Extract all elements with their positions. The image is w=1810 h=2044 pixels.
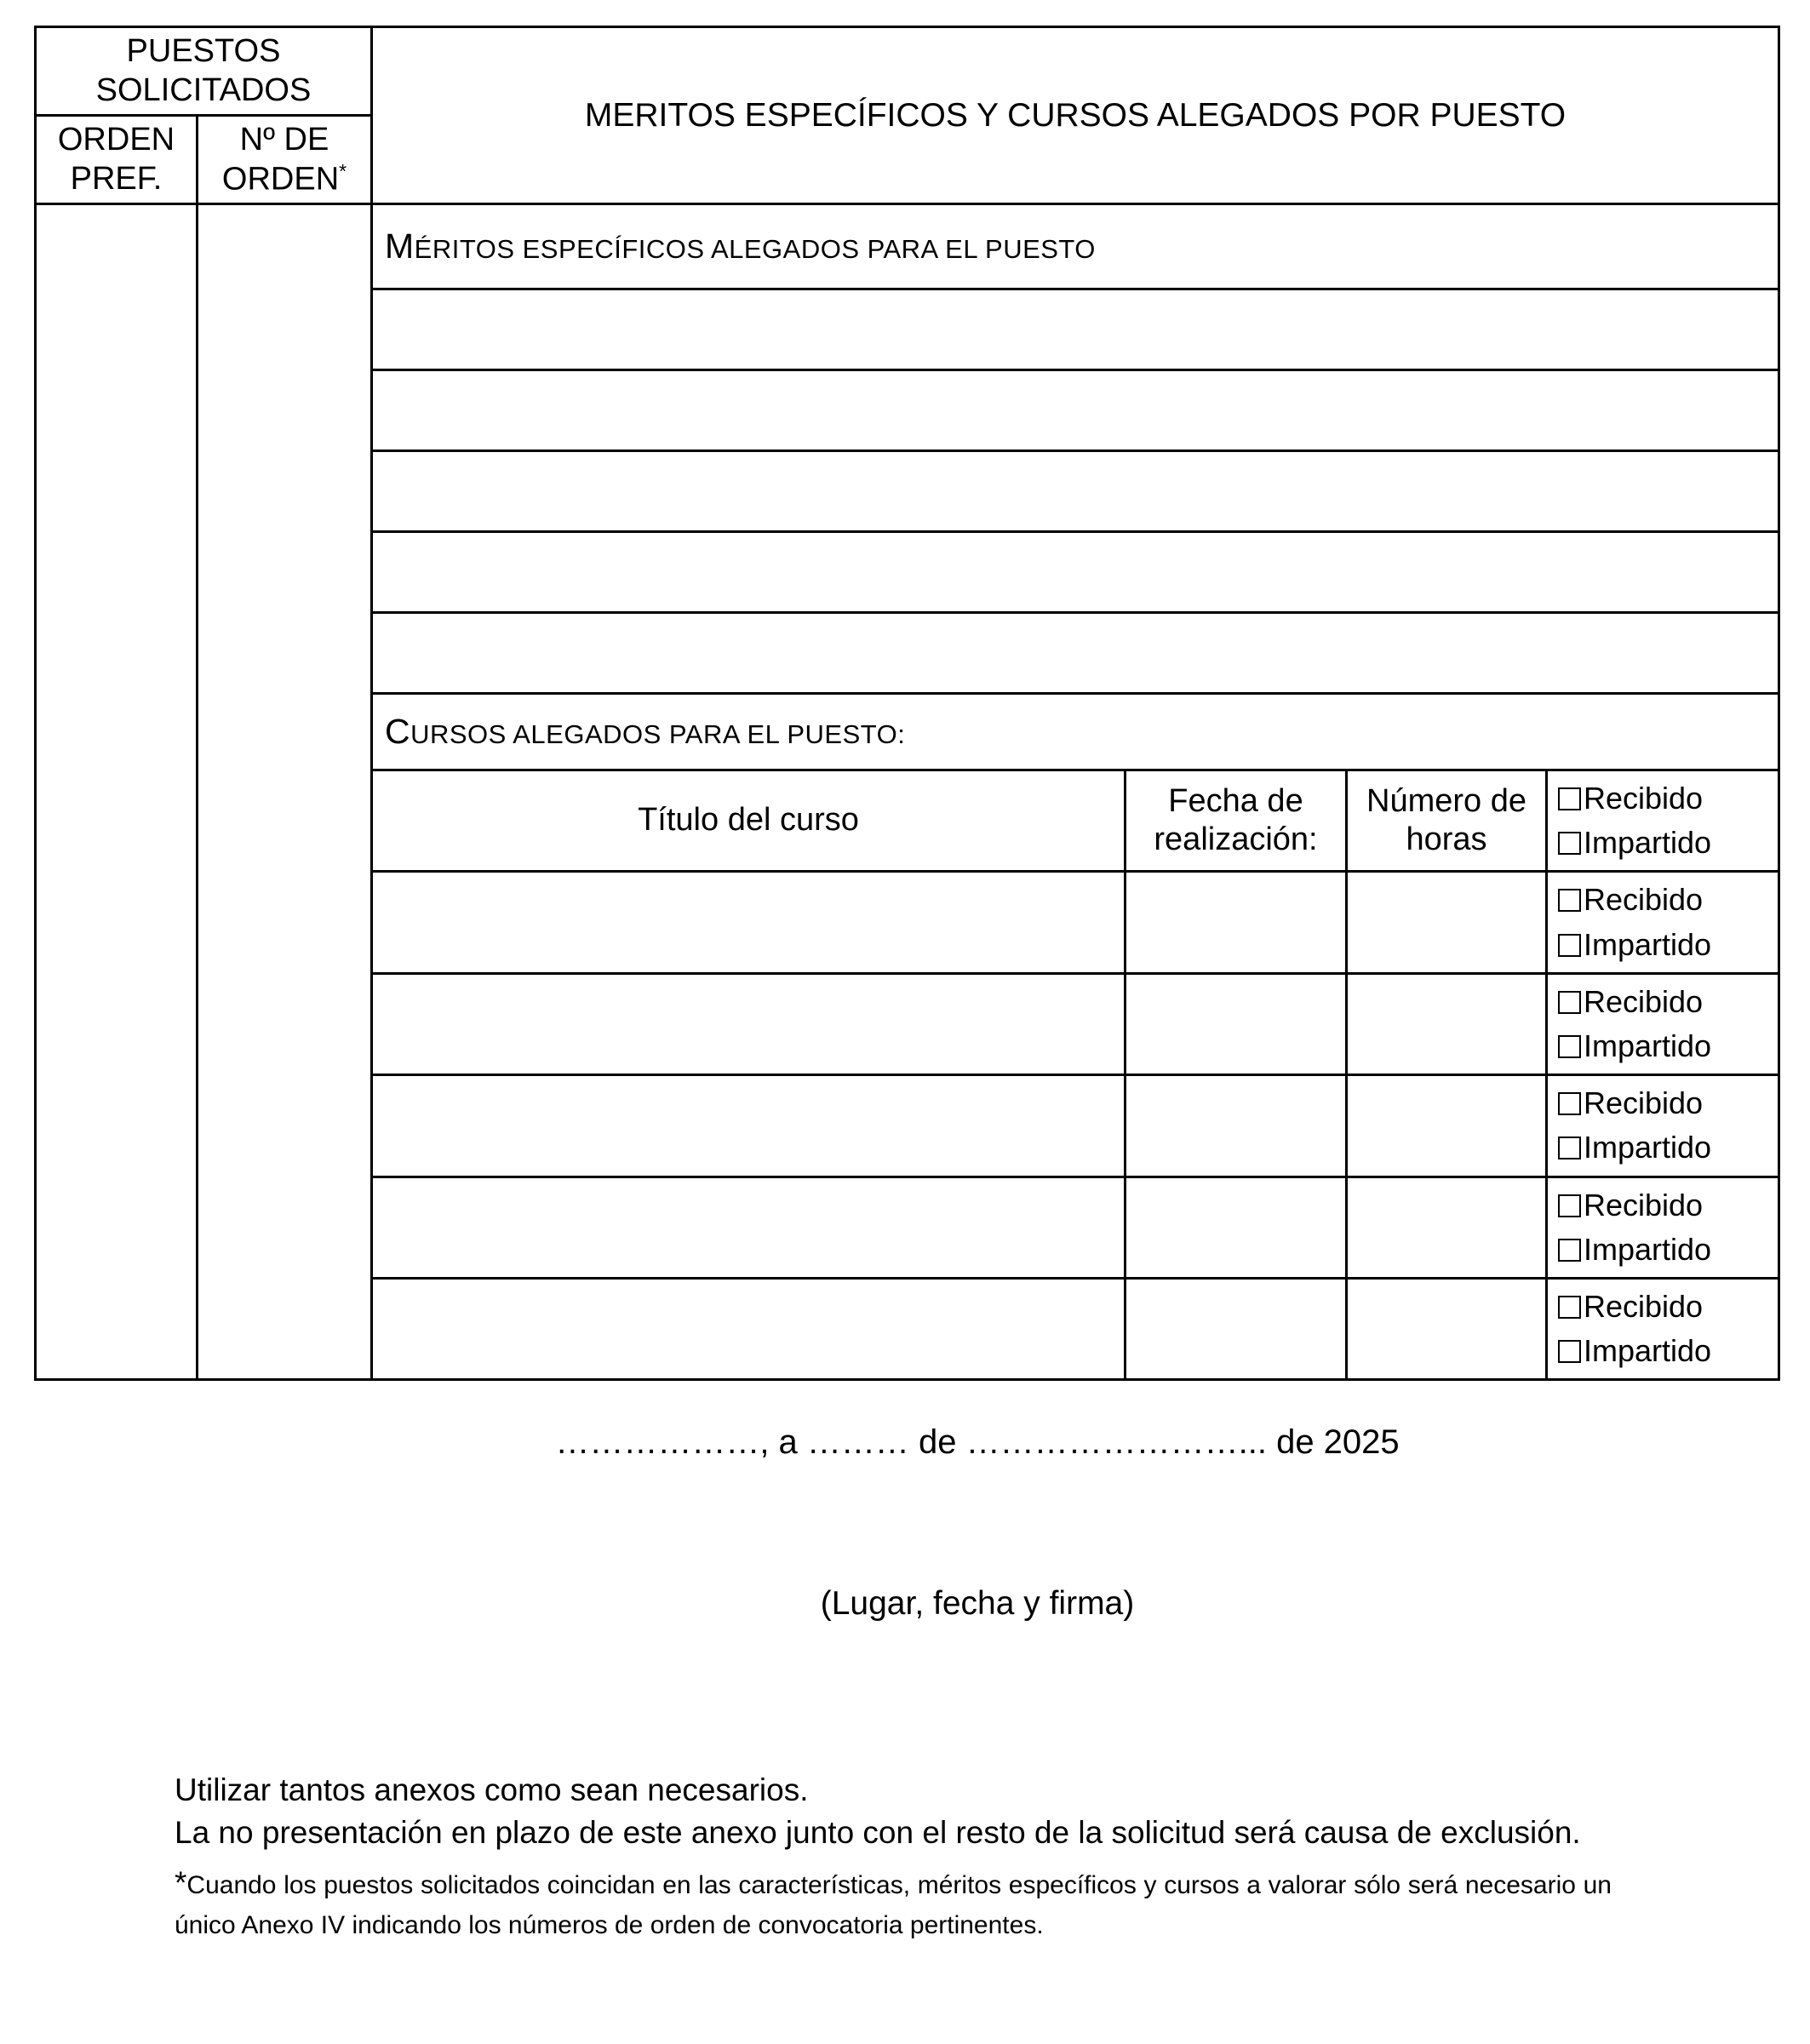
merit-input[interactable] xyxy=(372,532,1779,613)
impartido-option xyxy=(1558,1228,1774,1272)
course-title-input[interactable] xyxy=(372,1177,1126,1278)
impartido-label: Impartido xyxy=(1584,926,1712,962)
col-titulo-header xyxy=(372,770,1126,872)
note-asterisk-explanation xyxy=(175,1859,1612,1945)
recibido-checkbox[interactable] xyxy=(1558,1092,1581,1115)
impartido-checkbox[interactable] xyxy=(1558,1340,1581,1363)
impartido-option xyxy=(1558,1329,1774,1373)
course-type-cell xyxy=(1547,973,1779,1074)
cursos-section-heading xyxy=(372,694,1779,770)
recibido-checkbox[interactable] xyxy=(1558,889,1581,912)
impartido-checkbox[interactable] xyxy=(1558,832,1581,855)
footer-notes xyxy=(175,1769,1612,1944)
course-hours-input[interactable] xyxy=(1347,1278,1547,1379)
col-horas-header xyxy=(1347,770,1547,872)
course-type-cell xyxy=(1547,1278,1779,1379)
course-hours-input[interactable] xyxy=(1347,872,1547,973)
course-title-input[interactable] xyxy=(372,1075,1126,1177)
course-date-input[interactable] xyxy=(1126,1177,1347,1278)
course-type-cell xyxy=(1547,1075,1779,1177)
impartido-checkbox[interactable] xyxy=(1558,934,1581,957)
impartido-checkbox[interactable] xyxy=(1558,1137,1581,1159)
course-title-input[interactable] xyxy=(372,872,1126,973)
meritos-heading-row xyxy=(36,204,1779,289)
course-date-input[interactable] xyxy=(1126,872,1347,973)
col-horas-text: Número de horas xyxy=(1366,782,1526,858)
num-orden-line2: ORDEN xyxy=(221,161,340,198)
impartido-label: Impartido xyxy=(1584,825,1712,861)
course-hours-input[interactable] xyxy=(1347,1075,1547,1177)
recibido-label: Recibido xyxy=(1584,882,1704,918)
course-title-input[interactable] xyxy=(372,973,1126,1074)
recibido-label: Recibido xyxy=(1584,781,1704,816)
meritos-section-heading xyxy=(372,204,1779,289)
recibido-label: Recibido xyxy=(1584,1288,1704,1324)
num-orden-line1: Nº DE xyxy=(239,121,329,157)
recibido-checkbox[interactable] xyxy=(1558,991,1581,1014)
meritos-title-header xyxy=(372,27,1779,204)
merit-input[interactable] xyxy=(372,451,1779,532)
puestos-line2: SOLICITADOS xyxy=(95,72,312,109)
impartido-option xyxy=(1558,1024,1774,1068)
impartido-option xyxy=(1558,821,1774,865)
impartido-option xyxy=(1558,923,1774,967)
puestos-solicitados-header xyxy=(36,27,372,116)
note-asterisk-text: Cuando los puestos solicitados coincidan en las características, méritos específicos y cursos a valorar sólo será necesario un único Anexo IV indicando los números de orden de convocatoria pertinentes. xyxy=(175,1870,1612,1940)
recibido-checkbox[interactable] xyxy=(1558,787,1581,810)
impartido-label: Impartido xyxy=(1584,1231,1712,1267)
recibido-option xyxy=(1558,1285,1774,1329)
signature-caption: (Lugar, fecha y firma) xyxy=(820,1585,1135,1622)
recibido-label: Recibido xyxy=(1584,1187,1704,1222)
recibido-checkbox[interactable] xyxy=(1558,1296,1581,1319)
recibido-option xyxy=(1558,1081,1774,1125)
recibido-option xyxy=(1558,1183,1774,1228)
orden-pref-line2: PREF. xyxy=(70,161,163,198)
date-line: ………………, a ……… de ……………………... de 2025 xyxy=(555,1423,1400,1461)
course-title-input[interactable] xyxy=(372,1278,1126,1379)
impartido-label: Impartido xyxy=(1584,1028,1712,1064)
impartido-label: Impartido xyxy=(1584,1130,1712,1165)
impartido-checkbox[interactable] xyxy=(1558,1239,1581,1262)
anexo-table xyxy=(34,26,1780,1381)
num-orden-asterisk: * xyxy=(339,160,347,183)
cursos-heading-text: CURSOS ALEGADOS PARA EL PUESTO: xyxy=(385,712,906,752)
note-anexos: Utilizar tantos anexos como sean necesarios. xyxy=(175,1772,809,1807)
recibido-option xyxy=(1558,878,1774,922)
orden-pref-header xyxy=(36,115,198,203)
merit-input[interactable] xyxy=(372,289,1779,370)
recibido-option xyxy=(1558,776,1774,821)
puestos-line1: PUESTOS xyxy=(126,33,281,69)
note-asterisk-symbol: * xyxy=(175,1864,187,1900)
col-fecha-header xyxy=(1126,770,1347,872)
orden-pref-input[interactable] xyxy=(36,204,198,1380)
recibido-label: Recibido xyxy=(1584,983,1704,1019)
course-date-input[interactable] xyxy=(1126,1075,1347,1177)
impartido-checkbox[interactable] xyxy=(1558,1035,1581,1058)
merit-input[interactable] xyxy=(372,613,1779,694)
impartido-label: Impartido xyxy=(1584,1333,1712,1369)
header-row-1 xyxy=(36,27,1779,116)
meritos-heading-text: MÉRITOS ESPECÍFICOS ALEGADOS PARA EL PUESTO xyxy=(385,226,1096,266)
recibido-option xyxy=(1558,980,1774,1024)
num-orden-input[interactable] xyxy=(198,204,372,1380)
merit-input[interactable] xyxy=(372,370,1779,451)
num-orden-header xyxy=(198,115,372,203)
course-type-cell xyxy=(1547,1177,1779,1278)
recibido-label: Recibido xyxy=(1584,1085,1704,1121)
col-titulo-text: Título del curso xyxy=(638,802,859,839)
course-date-input[interactable] xyxy=(1126,973,1347,1074)
impartido-option xyxy=(1558,1125,1774,1170)
meritos-title-text: MERITOS ESPECÍFICOS Y CURSOS ALEGADOS POR PUESTO xyxy=(584,96,1567,134)
note-exclusion: La no presentación en plazo de este anexo junto con el resto de la solicitud será causa de exclusión. xyxy=(175,1814,1581,1850)
orden-pref-line1: ORDEN xyxy=(57,122,175,158)
recibido-checkbox[interactable] xyxy=(1558,1194,1581,1217)
course-hours-input[interactable] xyxy=(1347,973,1547,1074)
course-type-header-cell xyxy=(1547,770,1779,872)
course-type-cell xyxy=(1547,872,1779,973)
col-fecha-text: Fecha de realización: xyxy=(1154,782,1318,858)
course-hours-input[interactable] xyxy=(1347,1177,1547,1278)
course-date-input[interactable] xyxy=(1126,1278,1347,1379)
